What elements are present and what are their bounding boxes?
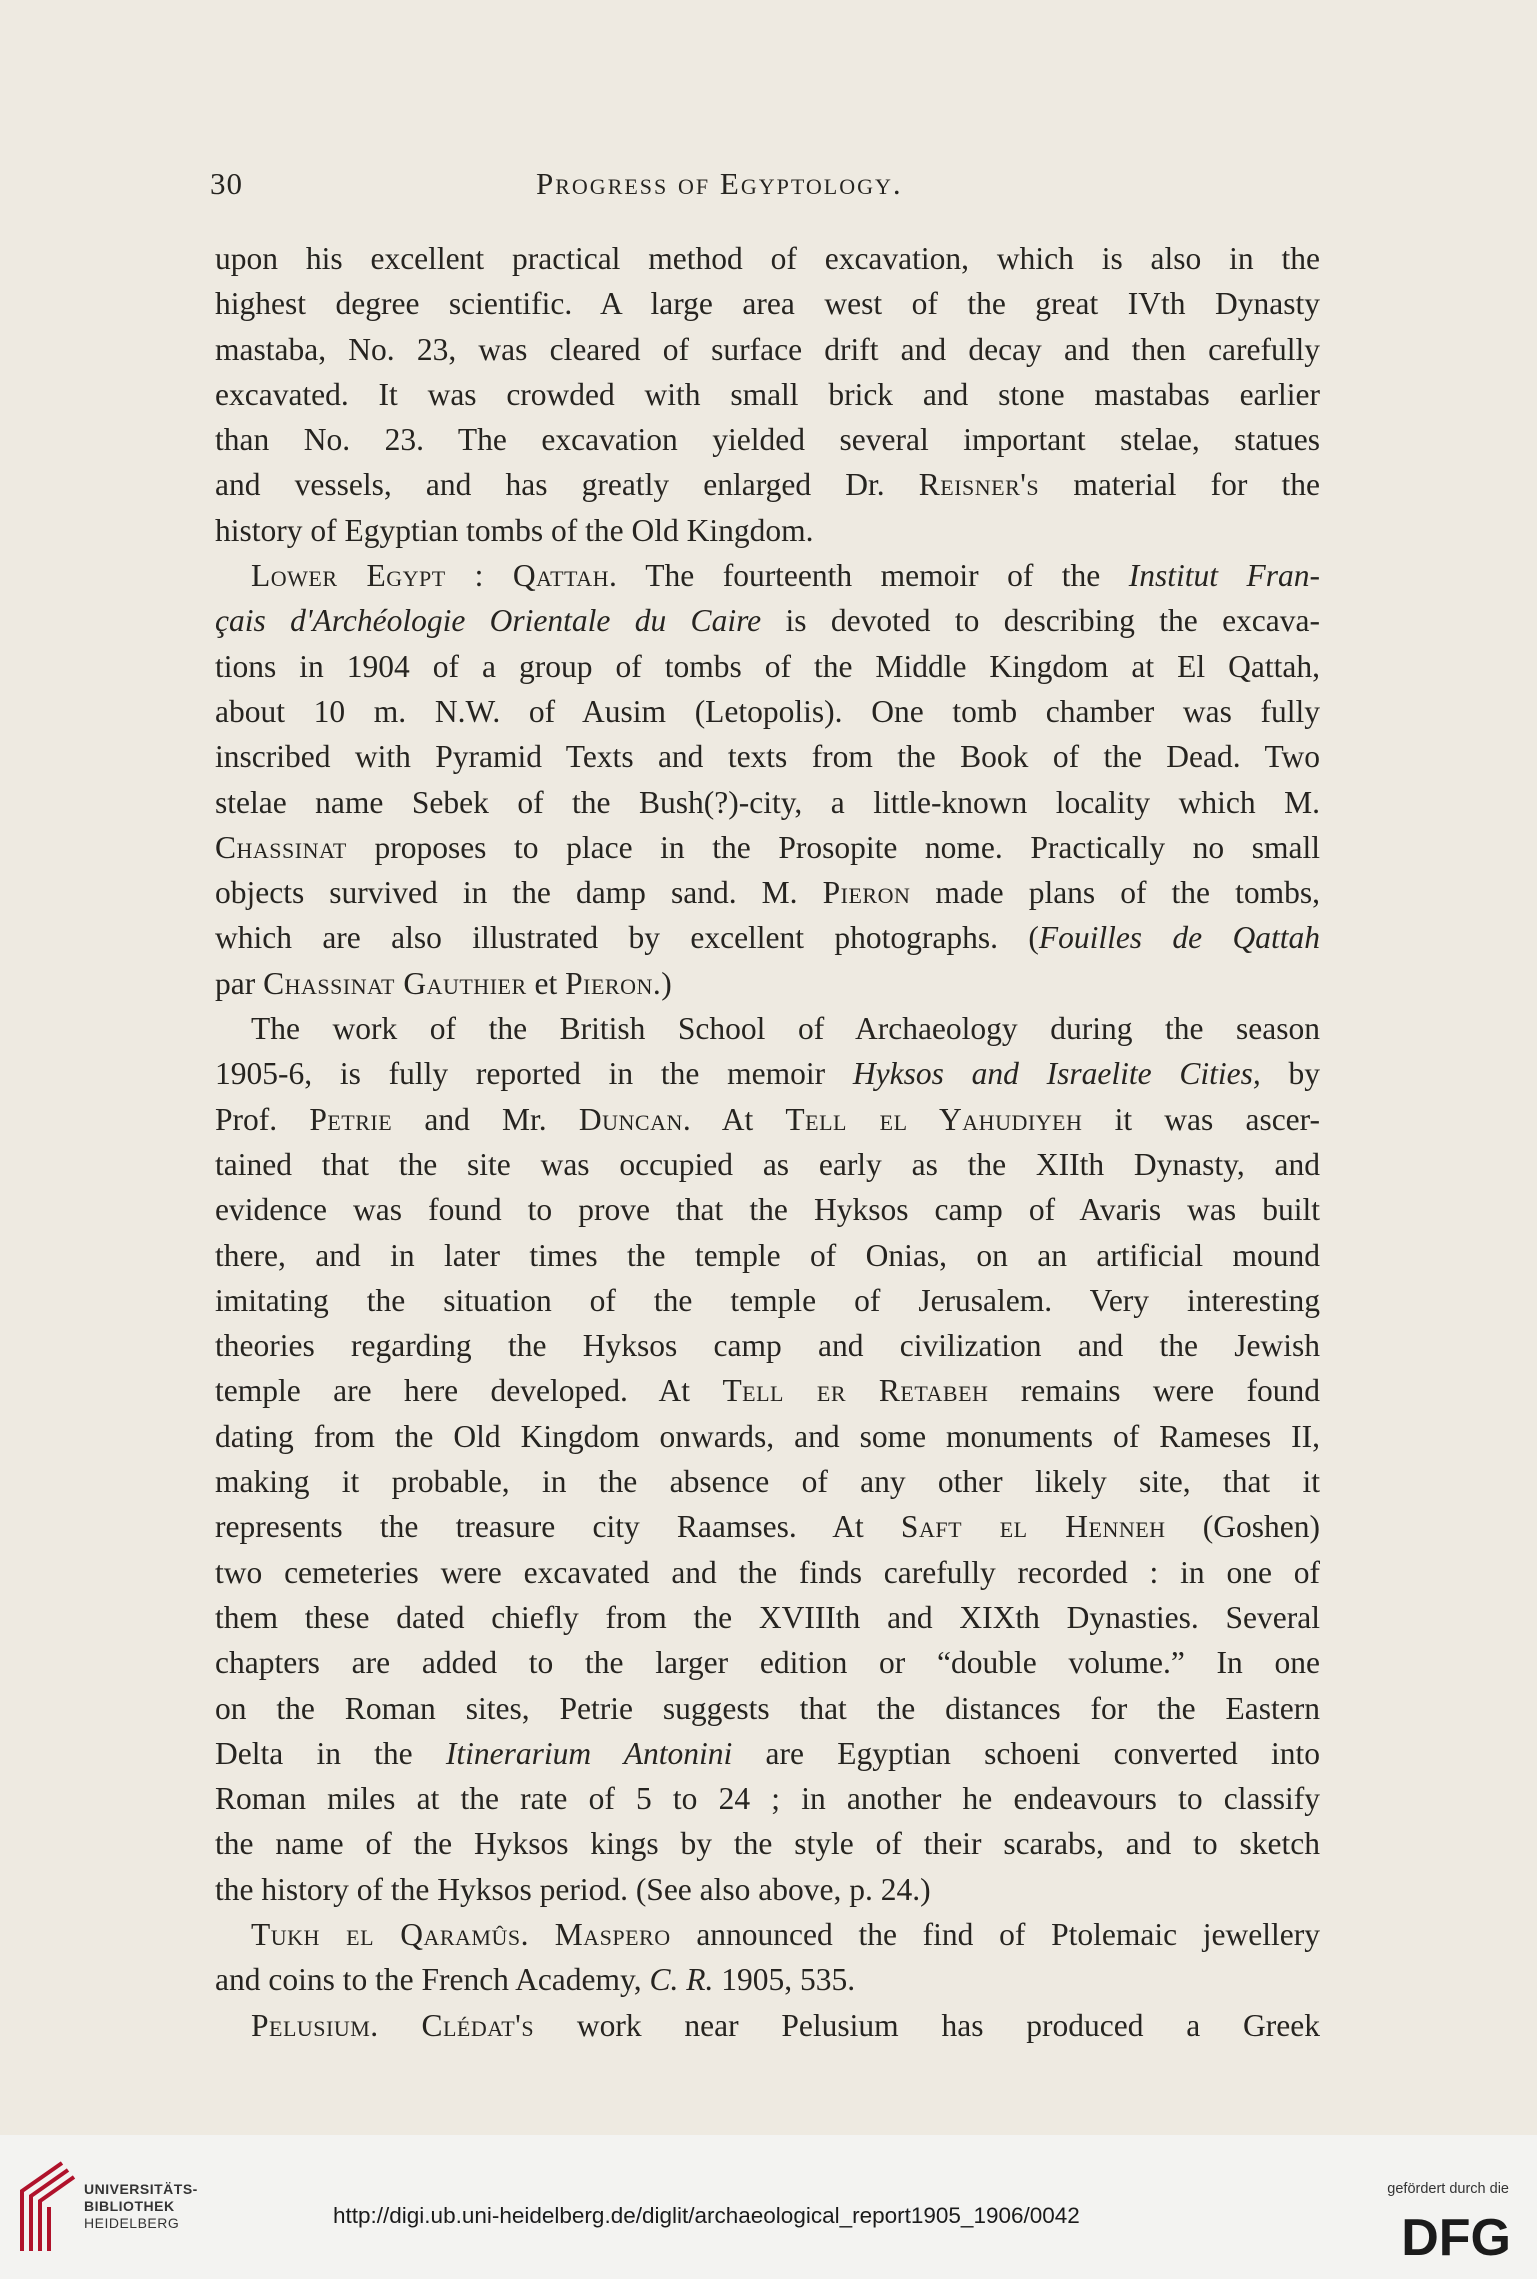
publication-title: Itinerarium Antonini — [445, 1735, 733, 1771]
library-name — [84, 2181, 198, 2232]
text-line: making it probable, in the absence of any other likely site, that it — [215, 1464, 1320, 1500]
person-name: Duncan. — [578, 1101, 692, 1137]
text-line — [215, 915, 1320, 960]
body-text — [215, 236, 1320, 2048]
text-line — [215, 1368, 1320, 1413]
text-line — [215, 1504, 1320, 1549]
publication-title: C. R. — [649, 1962, 714, 1998]
publication-title: çais d'Archéologie Orientale du Caire — [215, 603, 762, 639]
site-name: Tell el Yahudiyeh — [785, 1101, 1083, 1137]
person-name: Pieron. — [565, 965, 662, 1001]
text-segment: announced the find of Ptolemaic jewellery — [670, 1916, 1320, 1952]
text-segment: work near Pelusium has produced a Greek — [534, 2007, 1321, 2043]
dfg-logo-text: DFG — [1401, 2211, 1511, 2259]
text-line — [215, 1051, 1320, 1096]
text-segment — [379, 2008, 422, 2043]
text-line: theories regarding the Hyksos camp and civilization and the Jewish — [215, 1328, 1320, 1364]
text-segment: ) — [661, 965, 672, 1001]
text-segment: proposes to place in the Prosopite nome. Practically no small — [346, 829, 1320, 865]
running-head — [0, 166, 1537, 226]
text-line: the history of the Hyksos period. (See also above, p. 24.) — [215, 1871, 931, 1907]
text-line: than No. 23. The excavation yielded several important stelae, statues — [215, 422, 1320, 458]
section-heading: Lower Egypt : Qattah. — [251, 558, 618, 594]
text-segment: 1905, 535. — [713, 1962, 856, 1998]
text-segment: by — [1260, 1056, 1320, 1092]
text-line: chapters are added to the larger edition or “double volume.” In one — [215, 1645, 1320, 1681]
text-line: stelae name Sebek of the Bush(?)-city, a little-known locality which M. — [215, 784, 1320, 820]
text-line — [215, 1957, 1320, 2002]
text-segment: Prof. — [215, 1101, 310, 1137]
text-segment: et — [526, 965, 566, 1001]
text-segment: temple are here developed. At — [215, 1373, 723, 1409]
text-line: upon his excellent practical method of excavation, which is also in the — [215, 241, 1320, 276]
page-number: 30 — [210, 166, 243, 201]
text-line: tained that the site was occupied as early as the XIIth Dynasty, and — [215, 1146, 1320, 1182]
text-line: evidence was found to prove that the Hyksos camp of Avaris was built — [215, 1192, 1320, 1228]
person-name: Clédat's — [421, 2007, 535, 2043]
library-logo-icon — [18, 2155, 76, 2255]
person-name: Reisner's — [918, 467, 1040, 503]
library-name-line: BIBLIOTHEK — [84, 2198, 175, 2214]
text-line — [215, 825, 1320, 870]
viewer-footer — [0, 2135, 1537, 2279]
text-segment: made plans of the tombs, — [910, 875, 1320, 911]
text-line: the name of the Hyksos kings by the style of their scarabs, and to sketch — [215, 1826, 1320, 1862]
site-name: Tell er Retabeh — [722, 1373, 989, 1409]
person-name: Petrie — [309, 1101, 393, 1137]
text-segment: material for the — [1039, 467, 1320, 503]
person-name: Maspero — [554, 1916, 671, 1952]
person-name: Chassinat Gauthier — [263, 965, 527, 1001]
text-line — [215, 870, 1320, 915]
text-line: highest degree scientific. A large area west of the great IVth Dynasty — [215, 286, 1320, 322]
text-line: inscribed with Pyramid Texts and texts from the Book of the Dead. Two — [215, 739, 1320, 775]
text-line: The work of the British School of Archaeology during the season — [251, 1011, 1320, 1047]
text-line: two cemeteries were excavated and the finds carefully recorded : in one of — [215, 1554, 1320, 1590]
text-line — [215, 553, 1320, 598]
text-segment: Delta in the — [215, 1735, 446, 1771]
text-line: tions in 1904 of a group of tombs of the Middle Kingdom at El Qattah, — [215, 648, 1320, 684]
text-line — [215, 598, 1320, 643]
text-line — [215, 2003, 1320, 2048]
text-segment — [529, 1917, 555, 1952]
text-segment: par — [215, 965, 264, 1001]
permalink-url[interactable]: http://digi.ub.uni-heidelberg.de/diglit/archaeological_report1905_1906/0042 — [333, 2203, 1080, 2228]
text-line: about 10 m. N.W. of Ausim (Letopolis). One tomb chamber was fully — [215, 693, 1320, 729]
text-segment: and Mr. — [392, 1101, 579, 1137]
person-name: Chassinat — [215, 829, 347, 865]
running-title: Progress of Egyptology. — [536, 166, 903, 201]
text-segment: objects survived in the damp sand. M. — [215, 875, 823, 911]
person-name: Pieron — [822, 875, 911, 911]
text-segment: remains were found — [988, 1373, 1321, 1409]
publication-title: Institut Fran- — [1128, 558, 1320, 594]
text-line: there, and in later times the temple of Onias, on an artificial mound — [215, 1237, 1320, 1273]
text-line: imitating the situation of the temple of Jerusalem. Very interesting — [215, 1282, 1320, 1318]
text-segment: and vessels, and has greatly enlarged Dr. — [215, 467, 885, 503]
text-line — [215, 1097, 1320, 1142]
library-name-line: UNIVERSITÄTS- — [84, 2181, 198, 2197]
text-line — [215, 1912, 1320, 1957]
text-segment: At — [691, 1101, 786, 1137]
publication-title: Fouilles de Qattah — [1038, 920, 1320, 956]
section-heading: Pelusium. — [251, 2007, 379, 2043]
text-segment: is devoted to describing the excava- — [761, 603, 1320, 639]
text-segment: 1905-6, is fully reported in the memoir — [215, 1056, 853, 1092]
section-heading: Tukh el Qaramûs. — [251, 1916, 529, 1952]
text-segment: and coins to the French Academy, — [215, 1962, 650, 1998]
text-segment: The fourteenth memoir of the — [617, 558, 1129, 594]
publication-title: Hyksos and Israelite Cities, — [852, 1056, 1261, 1092]
text-line: excavated. It was crowded with small brick and stone mastabas earlier — [215, 376, 1320, 412]
text-segment: (Goshen) — [1165, 1509, 1320, 1545]
funding-label: gefördert durch die — [1387, 2181, 1509, 2197]
text-line: history of Egyptian tombs of the Old Kingdom. — [215, 512, 814, 548]
text-line: dating from the Old Kingdom onwards, and some monuments of Rameses II, — [215, 1418, 1320, 1454]
text-segment: are Egyptian schoeni converted into — [732, 1735, 1321, 1771]
text-segment: represents the treasure city Raamses. At — [215, 1509, 901, 1545]
text-line — [215, 1731, 1320, 1776]
dfg-logo-icon — [1353, 2211, 1513, 2259]
text-line: mastaba, No. 23, was cleared of surface drift and decay and then carefully — [215, 331, 1320, 367]
text-segment: it was ascer- — [1082, 1101, 1321, 1137]
text-line: on the Roman sites, Petrie suggests that the distances for the Eastern — [215, 1690, 1320, 1726]
text-line — [215, 462, 1320, 507]
text-segment: which are also illustrated by excellent photographs. ( — [215, 920, 1039, 956]
text-line: Roman miles at the rate of 5 to 24 ; in another he endeavours to classify — [215, 1781, 1320, 1817]
text-line: them these dated chiefly from the XVIIIth and XIXth Dynasties. Several — [215, 1599, 1320, 1635]
site-name: Saft el Henneh — [900, 1509, 1166, 1545]
library-name-line: HEIDELBERG — [84, 2215, 180, 2231]
text-line — [215, 961, 1320, 1006]
